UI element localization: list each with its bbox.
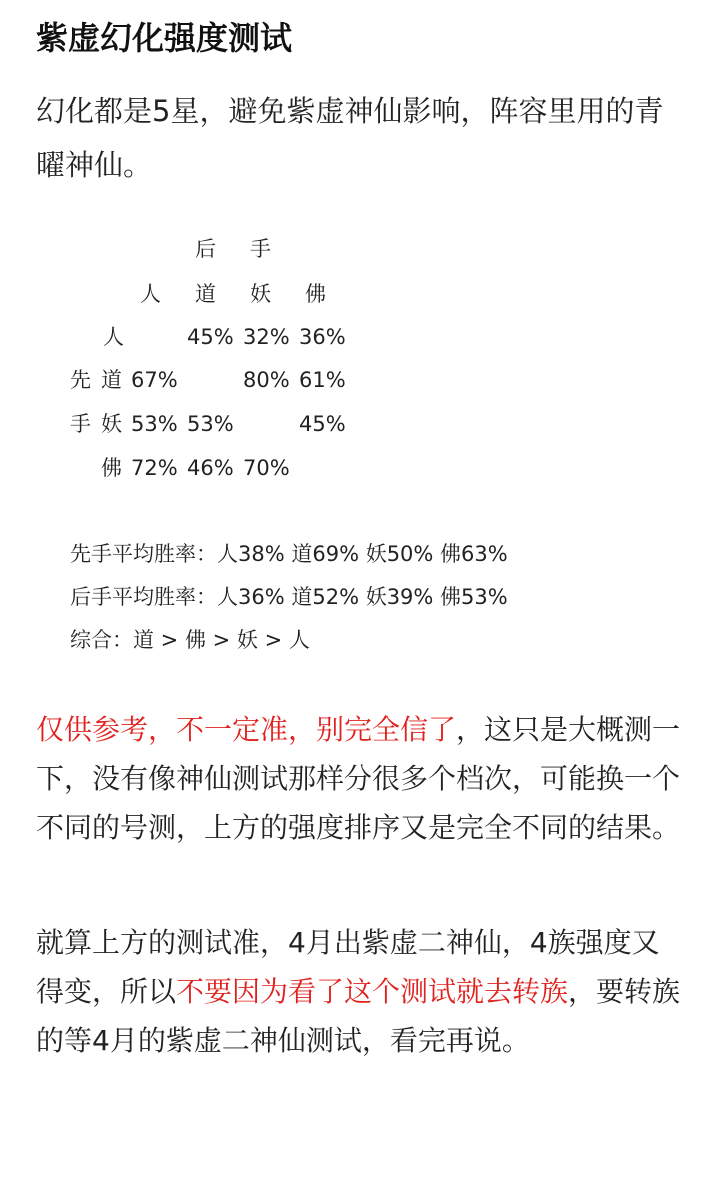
matrix-row-label-fo: 佛 bbox=[101, 456, 122, 480]
first-hand-average: 先手平均胜率：人38% 道69% 妖50% 佛63% bbox=[70, 542, 508, 566]
matrix-col-header-fo: 佛 bbox=[305, 282, 326, 306]
matrix-cell: 45% bbox=[299, 412, 346, 436]
future-paragraph bbox=[36, 918, 686, 1065]
matrix-row-label-yao: 妖 bbox=[101, 412, 122, 436]
matrix-cell: 67% bbox=[131, 368, 178, 392]
matrix-cell: 53% bbox=[131, 412, 178, 436]
matrix-col-header-dao: 道 bbox=[195, 282, 216, 306]
matrix-cell: 72% bbox=[131, 456, 178, 480]
disclaimer-paragraph bbox=[36, 705, 686, 852]
matrix-cell: 61% bbox=[299, 368, 346, 392]
matrix-cell: 80% bbox=[243, 368, 290, 392]
matrix-cell: 45% bbox=[187, 325, 234, 349]
disclaimer-warning: 仅供参考，不一定准，别完全信了 bbox=[36, 713, 457, 746]
matrix-col-group-1: 后 bbox=[195, 237, 216, 261]
matrix-cell: 70% bbox=[243, 456, 290, 480]
future-warning: 不要因为看了这个测试就去转族 bbox=[176, 975, 569, 1008]
matrix-cell: 46% bbox=[187, 456, 234, 480]
overall-ranking: 综合：道 > 佛 > 妖 > 人 bbox=[70, 628, 310, 652]
disclaimer-text: ，这只是大概测一下，没有像神仙测试那样分很多个档次，可能换一个不同的号测，上方的强度排序又是完全不同的结果。 bbox=[36, 713, 681, 844]
matrix-cell: 53% bbox=[187, 412, 234, 436]
second-hand-average: 后手平均胜率：人36% 道52% 妖39% 佛53% bbox=[70, 585, 508, 609]
matrix-row-group-1: 先 bbox=[70, 368, 91, 392]
matrix-cell: 32% bbox=[243, 325, 290, 349]
win-rate-summary bbox=[70, 533, 508, 662]
matrix-row-label-dao: 道 bbox=[101, 368, 122, 392]
matrix-row-group-2: 手 bbox=[70, 412, 91, 436]
matrix-col-group-2: 手 bbox=[250, 237, 271, 261]
intro-paragraph: 幻化都是5星，避免紫虚神仙影响，阵容里用的青曜神仙。 bbox=[36, 94, 664, 182]
matrix-col-header-ren: 人 bbox=[140, 282, 161, 306]
future-text-after: ，要转族的等4月的紫虚二神仙测试，看完再说。 bbox=[36, 975, 681, 1057]
win-rate-matrix bbox=[0, 228, 720, 498]
matrix-row-label-ren: 人 bbox=[103, 325, 124, 349]
page-title: 紫虚幻化强度测试 bbox=[36, 19, 293, 57]
future-text-before: 就算上方的测试准，4月出紫虚二神仙，4族强度又得变，所以 bbox=[36, 926, 660, 1008]
matrix-cell: 36% bbox=[299, 325, 346, 349]
matrix-col-header-yao: 妖 bbox=[250, 282, 271, 306]
